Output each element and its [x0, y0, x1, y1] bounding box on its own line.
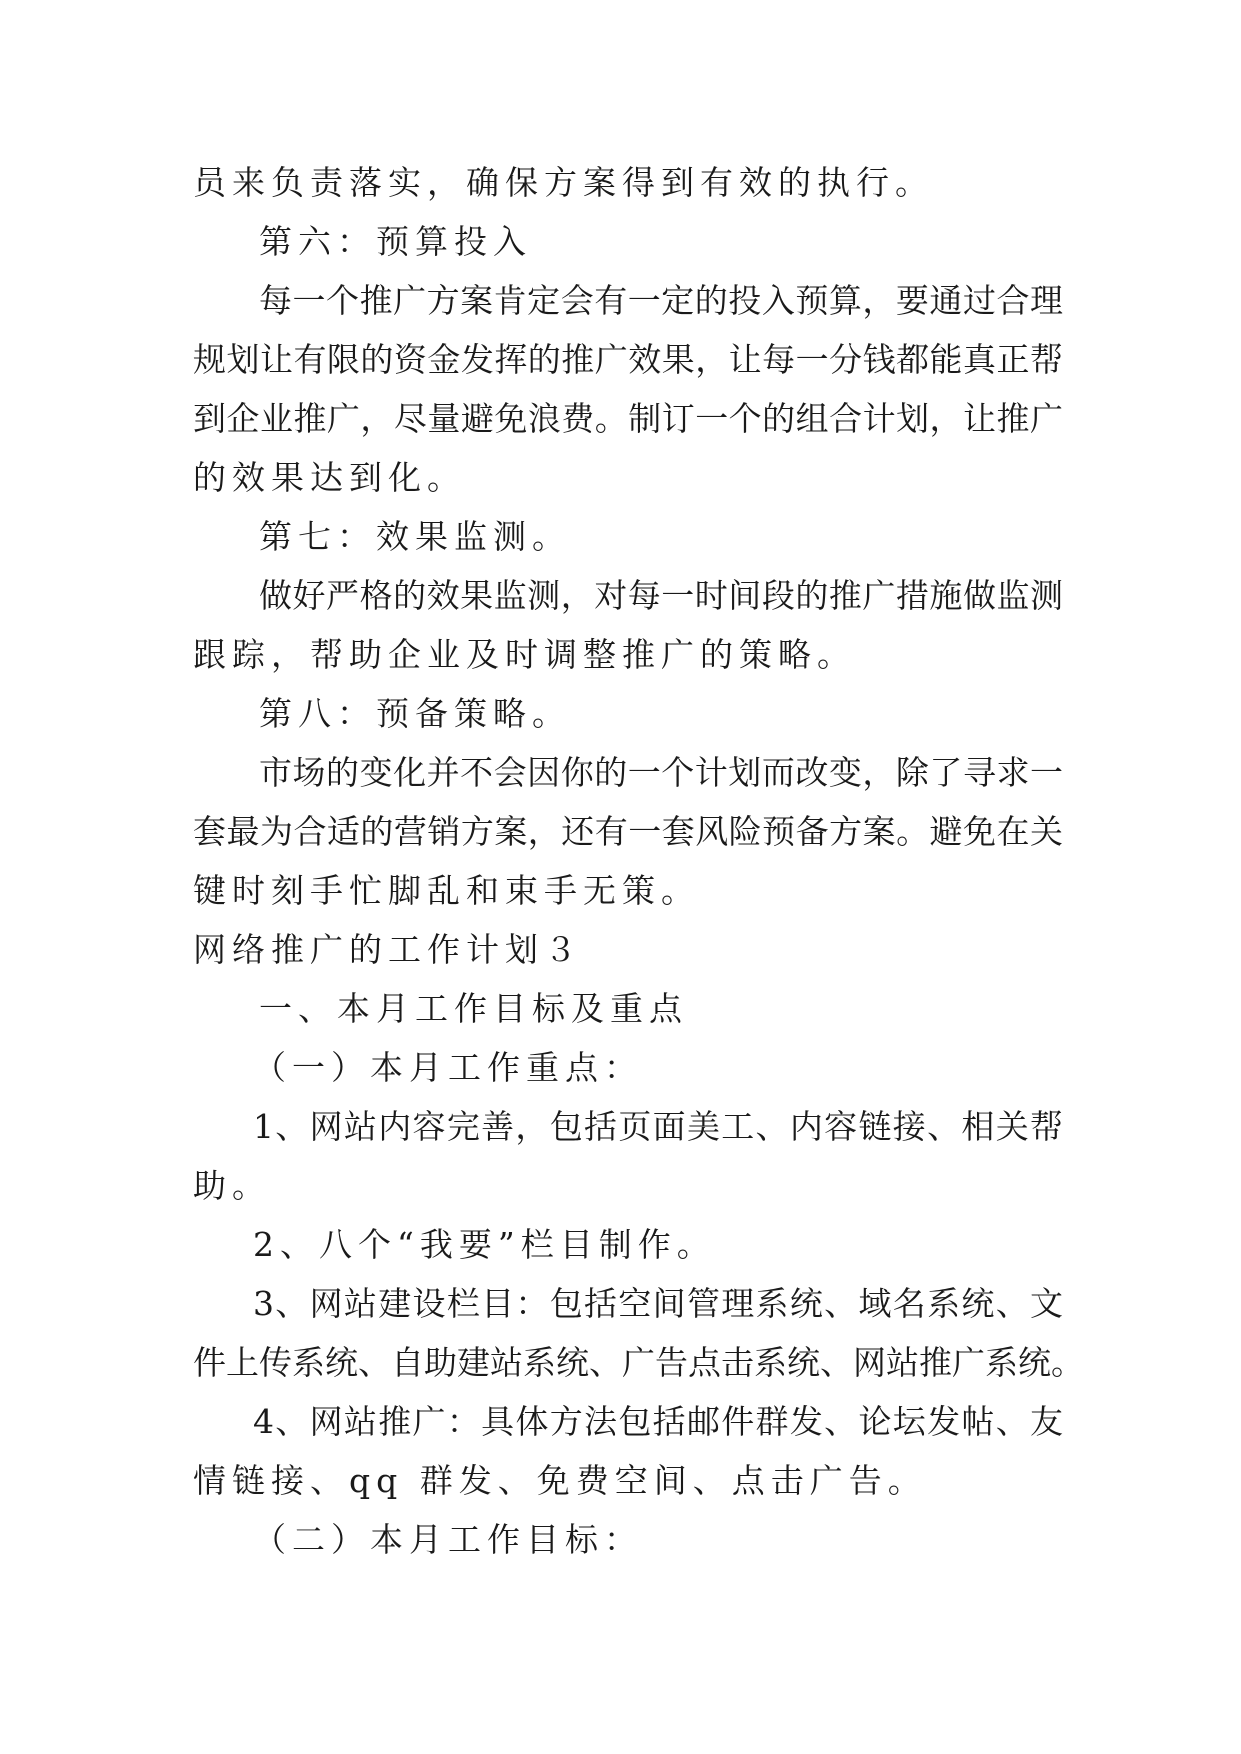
subsection-heading: （一）本月工作重点：	[253, 1048, 643, 1087]
text-line: 助。	[193, 1166, 271, 1205]
list-item: 1、网站内容完善，包括页面美工、内容链接、相关帮	[253, 1107, 1063, 1146]
text-line: 做好严格的效果监测，对每一时间段的推广措施做监测	[259, 576, 1063, 615]
list-item: 4、网站推广：具体方法包括邮件群发、论坛发帖、友	[253, 1402, 1063, 1441]
list-item: 2、八个“我要”栏目制作。	[253, 1225, 716, 1264]
text-line: 每一个推广方案肯定会有一定的投入预算，要通过合理	[259, 281, 1063, 320]
section-heading: 第六：预算投入	[259, 222, 532, 261]
section-heading: 第七：效果监测。	[259, 517, 571, 556]
section-heading: 一、本月工作目标及重点	[259, 989, 688, 1028]
text-line: 件上传系统、自助建站系统、广告点击系统、网站推广系统。	[193, 1343, 1084, 1382]
text-line: 的效果达到化。	[193, 458, 466, 497]
document-title: 网络推广的工作计划３	[193, 930, 583, 969]
text-line: 跟踪，帮助企业及时调整推广的策略。	[193, 635, 856, 674]
text-line: 键时刻手忙脚乱和束手无策。	[193, 871, 700, 910]
text-line: 到企业推广，尽量避免浪费。制订一个的组合计划，让推广	[193, 399, 1063, 438]
section-heading: 第八：预备策略。	[259, 694, 571, 733]
text-line: 规划让有限的资金发挥的推广效果，让每一分钱都能真正帮	[193, 340, 1063, 379]
text-line: 情链接、qq 群发、免费空间、点击广告。	[193, 1461, 927, 1500]
list-item: 3、网站建设栏目：包括空间管理系统、域名系统、文	[253, 1284, 1063, 1323]
subsection-heading: （二）本月工作目标：	[253, 1520, 643, 1559]
document-body	[193, 153, 1084, 1569]
text-line: 套最为合适的营销方案，还有一套风险预备方案。避免在关	[193, 812, 1063, 851]
text-line: 员来负责落实，确保方案得到有效的执行。	[193, 163, 934, 202]
text-line: 市场的变化并不会因你的一个计划而改变，除了寻求一	[259, 753, 1063, 792]
